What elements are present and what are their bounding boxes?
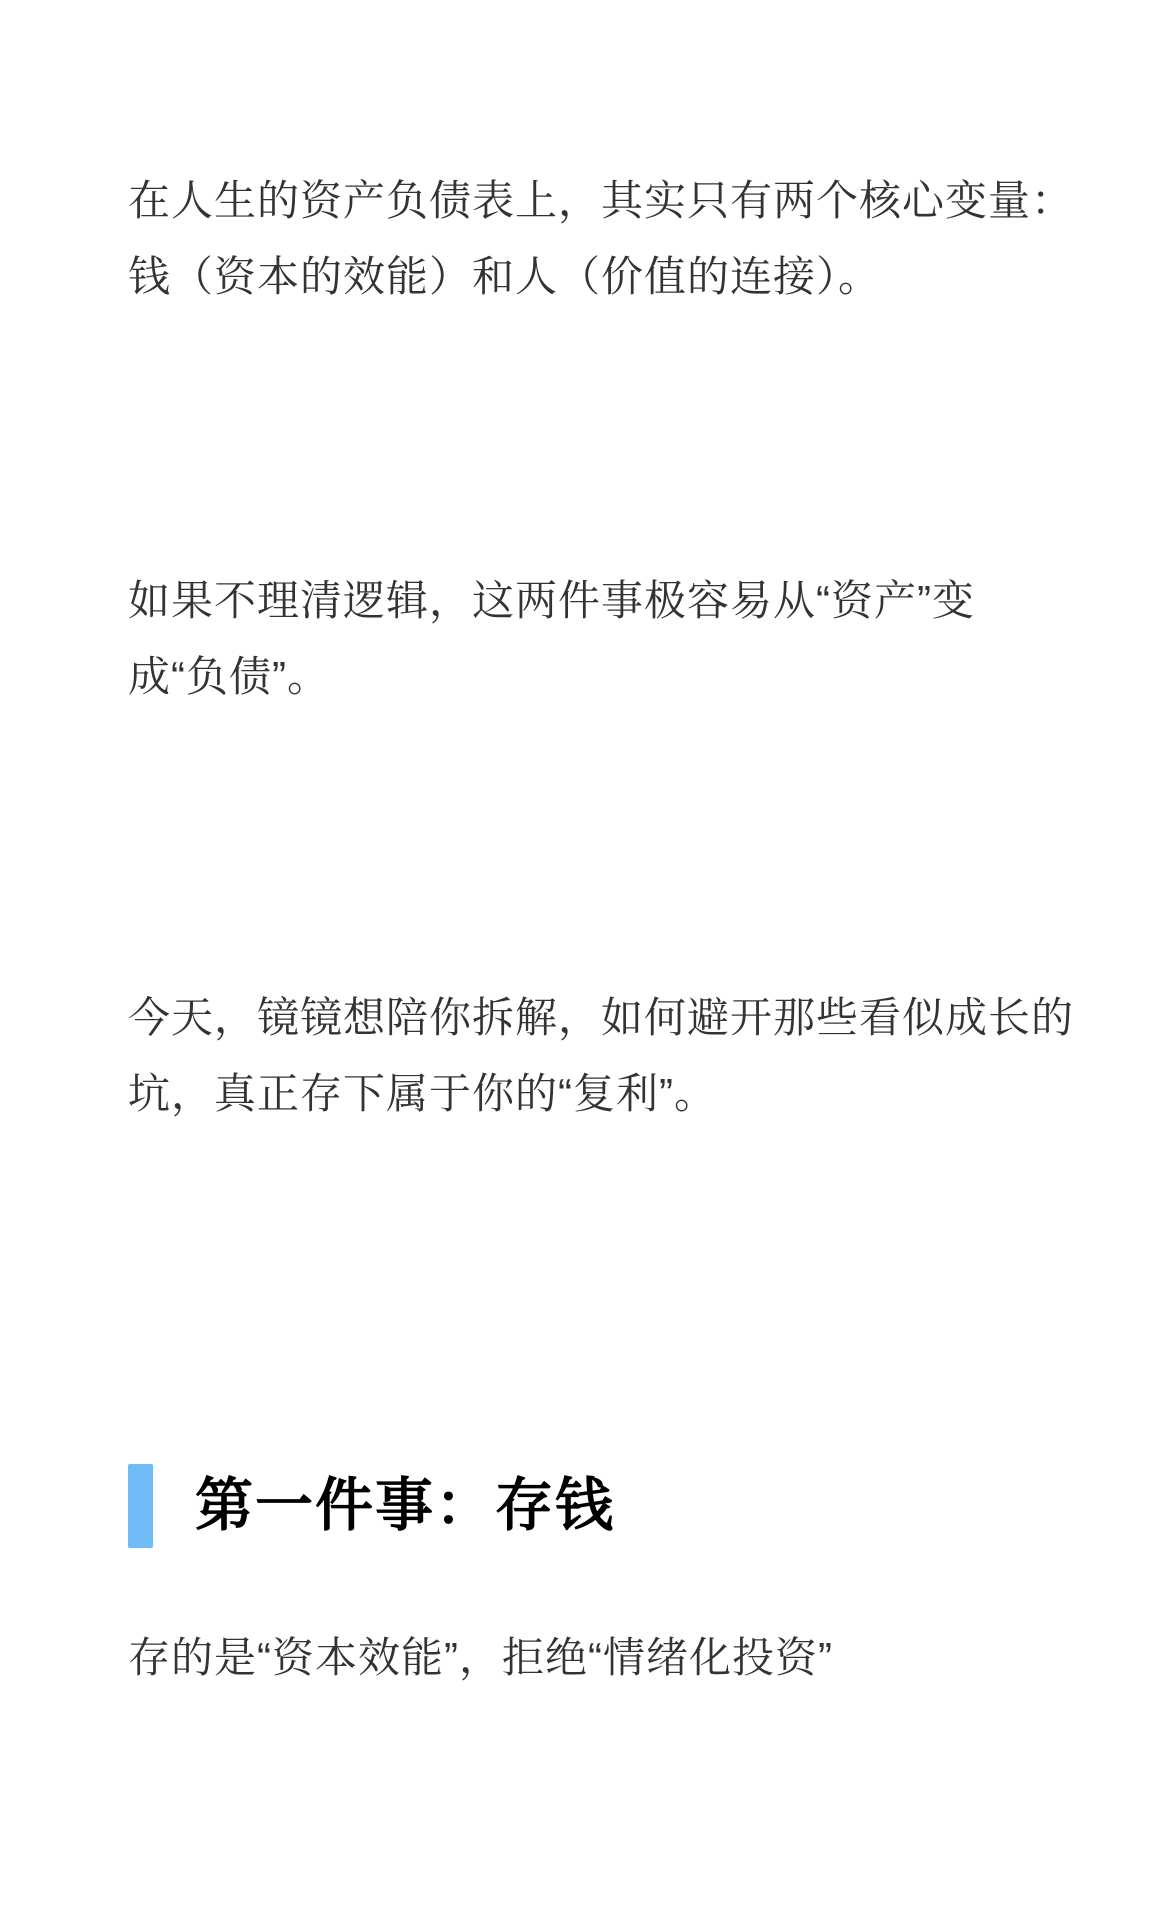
paragraph-1-line-1: 在人生的资产负债表上，其实只有两个核心变量： — [128, 177, 1075, 224]
paragraph-1 — [128, 163, 1075, 315]
section-subtitle: 存的是“资本效能”，拒绝“情绪化投资” — [128, 1634, 833, 1681]
heading-accent-bar — [128, 1464, 153, 1548]
paragraph-2 — [128, 563, 1065, 715]
paragraph-3-line-1: 今天，镜镜想陪你拆解，如何避开那些看似成长的 — [128, 994, 1075, 1041]
paragraph-3 — [128, 980, 1075, 1132]
paragraph-3-line-2: 坑，真正存下属于你的“复利”。 — [128, 1070, 717, 1117]
section-heading — [128, 1463, 1065, 1548]
paragraph-1-line-2: 钱（资本的效能）和人（价值的连接）。 — [128, 253, 882, 300]
paragraph-2-line-2: 成“负债”。 — [128, 653, 330, 700]
section-heading-text: 第一件事：存钱 — [195, 1472, 616, 1538]
paragraph-2-line-1: 如果不理清逻辑，这两件事极容易从“资产”变 — [128, 577, 975, 624]
